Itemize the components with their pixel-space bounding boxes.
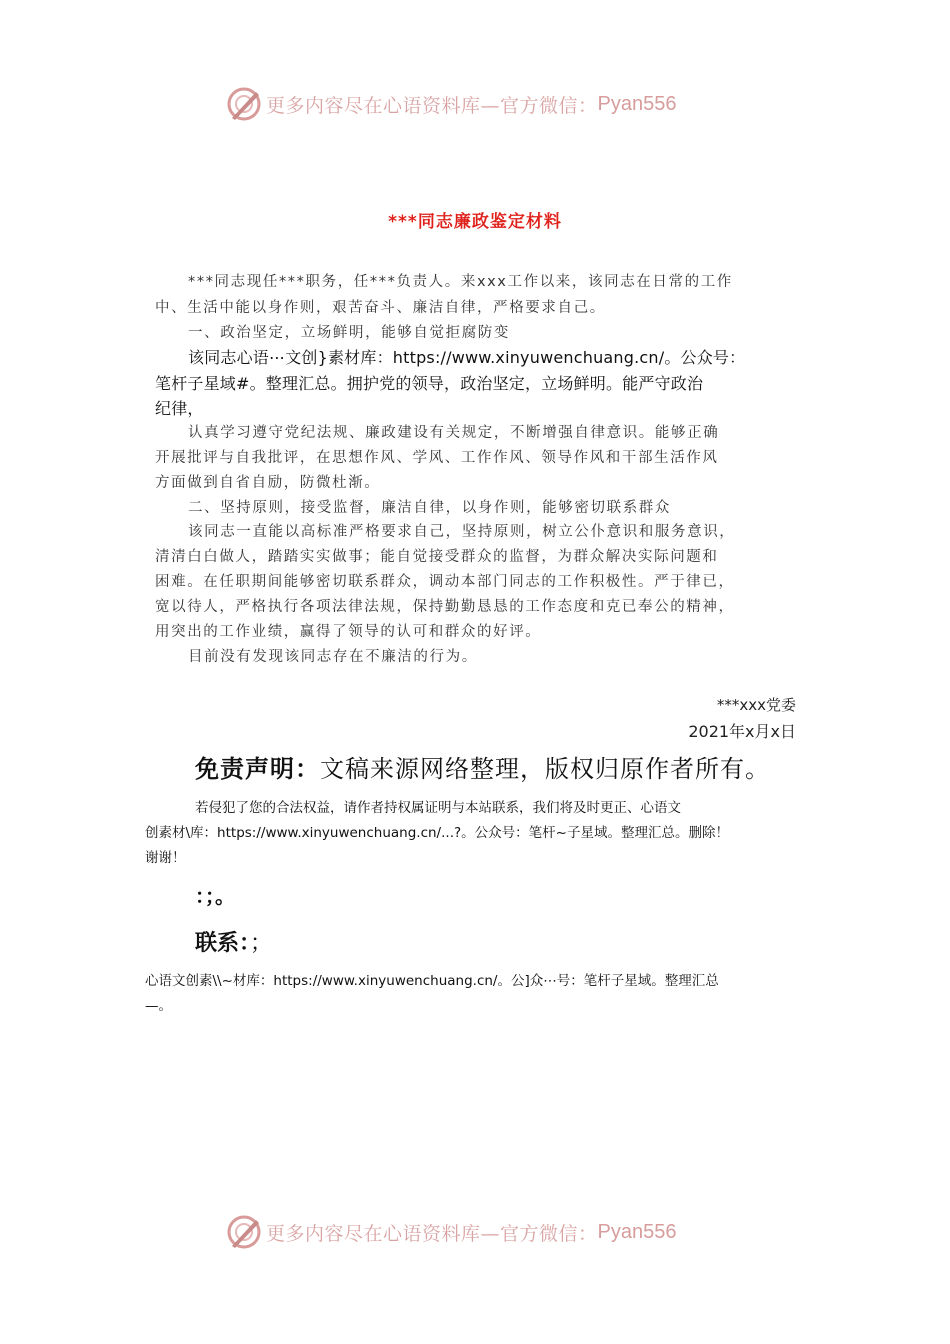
body-line: 用突出的工作业绩，赢得了领导的认可和群众的好评。	[155, 624, 542, 640]
disclaimer-label: 免责声明：	[195, 755, 320, 783]
body-line: 笔杆子星域#。整理汇总。拥护党的领导，政治坚定，立场鲜明。能严守政治	[155, 374, 704, 393]
pen-logo-icon	[226, 86, 262, 122]
contact-line: —。	[145, 998, 172, 1014]
section-heading-1: 一、政治坚定，立场鲜明，能够自觉拒腐防变	[188, 325, 510, 341]
disclaimer-heading	[195, 749, 770, 784]
disclaimer-line: 谢谢！	[145, 850, 186, 866]
section-heading-2: 二、坚持原则，接受监督，廉洁自律，以身作则，能够密切联系群众	[188, 500, 671, 516]
disclaimer-text: 文稿来源网络整理，版权归原作者所有。	[320, 755, 770, 783]
signature-date: 2021年x月x日	[688, 722, 796, 741]
banner-text: 更多内容尽在心语资料库—官方微信：	[266, 94, 598, 117]
contact-sep: ；	[250, 931, 273, 956]
contact-label: 联系：	[195, 931, 251, 956]
signature-org: ***xxx党委	[716, 696, 796, 714]
body-line: 宽以待人，严格执行各项法律法规，保持勤勤恳恳的工作态度和克已奉公的精神，	[155, 599, 735, 615]
disclaimer-line: 创素材\库：https://www.xinyuwenchuang.cn/...?。公众号：笔杆~子星域。整理汇总。删除！	[145, 825, 729, 841]
punctuation-line: ：；。	[195, 884, 235, 908]
watermark-banner-top	[226, 84, 746, 124]
contact-line: 心语文创素\\~材库：https://www.xinyuwenchuang.cn/。公]众⋯号：笔杆子星域。整理汇总	[145, 973, 719, 989]
body-line: 该同志一直能以高标准严格要求自己，坚持原则，树立公仆意识和服务意识，	[188, 524, 736, 540]
body-line: ***同志现任***职务，任***负责人。来xxx工作以来，该同志在日常的工作	[188, 274, 733, 290]
banner-id: Pyan556	[597, 92, 677, 115]
document-title: ***同志廉政鉴定材料	[388, 212, 562, 232]
disclaimer-line: 若侵犯了您的合法权益，请作者持权属证明与本站联系，我们将及时更正、心语文	[195, 800, 681, 816]
body-line: 清清白白做人，踏踏实实做事；能自觉接受群众的监督，为群众解决实际问题和	[155, 549, 719, 565]
body-line: 中、生活中能以身作则，艰苦奋斗、廉洁自律，严格要求自己。	[155, 300, 606, 316]
banner-id: Pyan556	[597, 1220, 677, 1243]
body-line: 目前没有发现该同志存在不廉洁的行为。	[188, 649, 478, 665]
body-line: 方面做到自省自励，防微杜渐。	[155, 475, 381, 491]
banner-text: 更多内容尽在心语资料库—官方微信：	[266, 1222, 598, 1245]
body-line: 认真学习遵守党纪法规、廉政建设有关规定，不断增强自律意识。能够正确	[188, 425, 720, 441]
contact-heading	[195, 926, 272, 957]
body-line: 纪律，	[155, 399, 204, 418]
body-line: 该同志心语⋯文创}素材库：https://www.xinyuwenchuang.cn/。公众号：	[188, 348, 746, 367]
watermark-banner-bottom	[226, 1212, 746, 1252]
body-line: 困难。在任职期间能够密切联系群众，调动本部门同志的工作积极性。严于律已，	[155, 574, 735, 590]
body-line: 开展批评与自我批评，在思想作风、学风、工作作风、领导作风和干部生活作风	[155, 450, 719, 466]
pen-logo-icon	[226, 1214, 262, 1250]
